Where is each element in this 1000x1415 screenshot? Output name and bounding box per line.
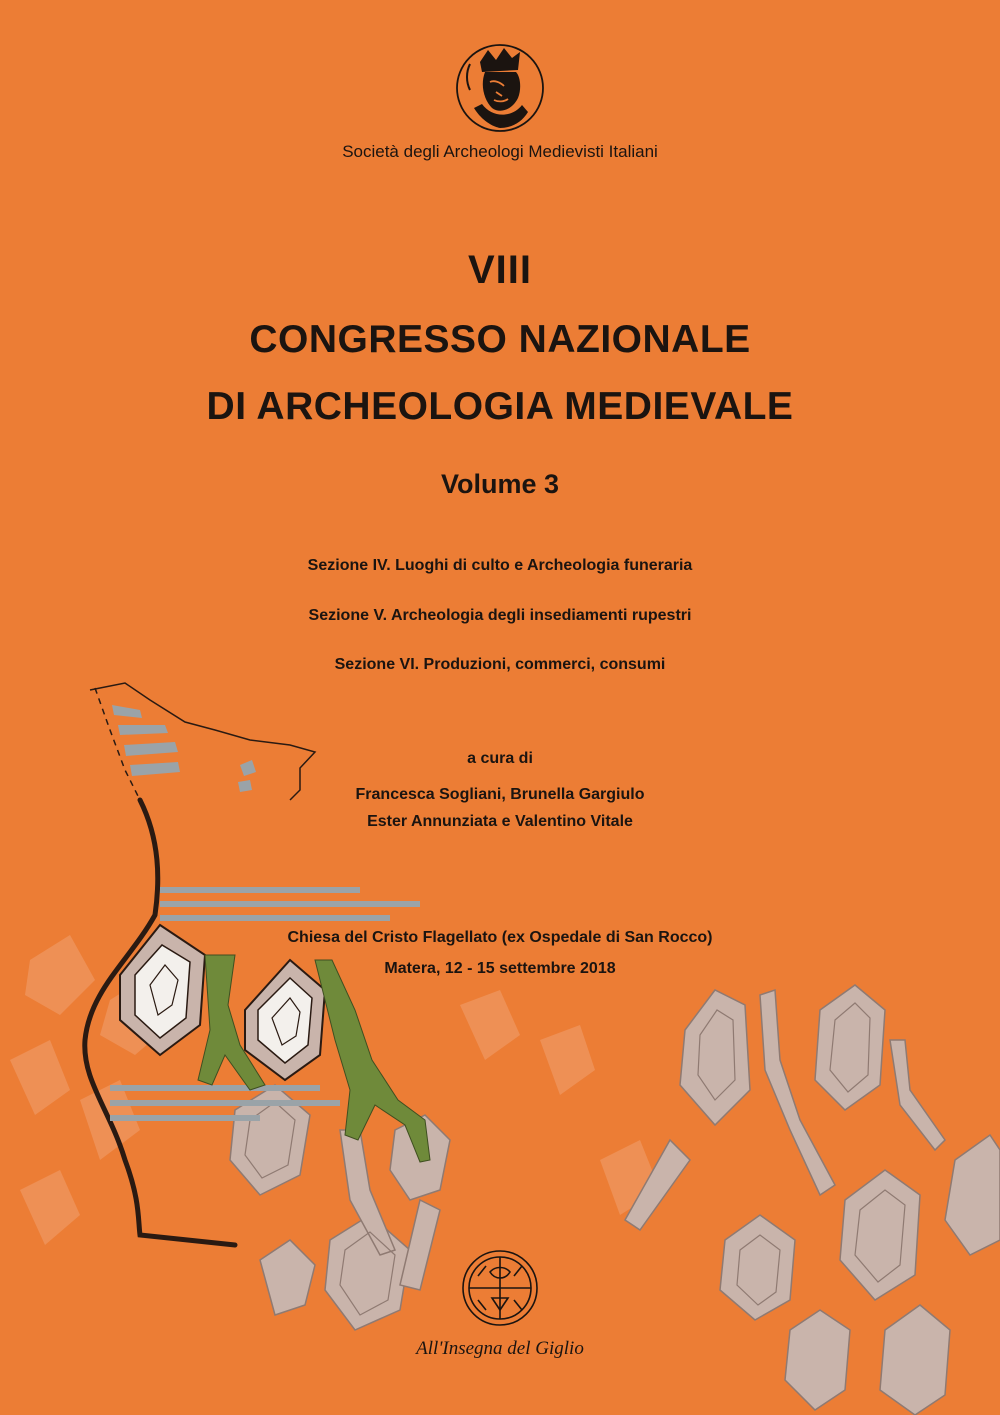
society-logo: [457, 45, 543, 131]
motif-stem-5: [400, 1200, 440, 1290]
publisher-name: All'Insegna del Giglio: [416, 1338, 584, 1359]
motif-4: [945, 1135, 1000, 1255]
section-iv: Sezione IV. Luoghi di culto e Archeologia funeraria: [307, 557, 693, 574]
volume-label: Volume 3: [440, 469, 560, 499]
event-dates: Matera, 12 - 15 settembre 2018: [384, 960, 616, 977]
editors-line-1: Francesca Sogliani, Brunella Gargiulo: [355, 786, 645, 803]
vase-rim-outline: [90, 683, 315, 800]
venue: Chiesa del Cristo Flagellato (ex Ospedale di San Rocco): [287, 929, 713, 946]
section-vi: Sezione VI. Produzioni, commerci, consumi: [334, 656, 666, 673]
title-line-1: CONGRESSO NAZIONALE: [249, 318, 751, 361]
motif-2: [815, 985, 885, 1110]
motif-11: [260, 1240, 315, 1315]
motif-1: [680, 990, 750, 1125]
society-name: Società degli Archeologi Medievisti Italiani: [342, 142, 658, 161]
editors-line-2: Ester Annunziata e Valentino Vitale: [367, 813, 633, 830]
title-line-2: DI ARCHEOLOGIA MEDIEVALE: [206, 385, 794, 428]
editors-label: a cura di: [467, 750, 533, 767]
vase-neck-stripes: [112, 705, 256, 792]
publisher-logo: [463, 1251, 537, 1325]
congress-number: VIII: [467, 248, 533, 292]
motif-stem-2: [890, 1040, 945, 1150]
vase-dashed-neck: [95, 688, 140, 800]
motif-6: [880, 1305, 950, 1415]
motif-7: [785, 1310, 850, 1410]
section-v: Sezione V. Archeologia degli insediamenti rupestri: [308, 607, 692, 624]
